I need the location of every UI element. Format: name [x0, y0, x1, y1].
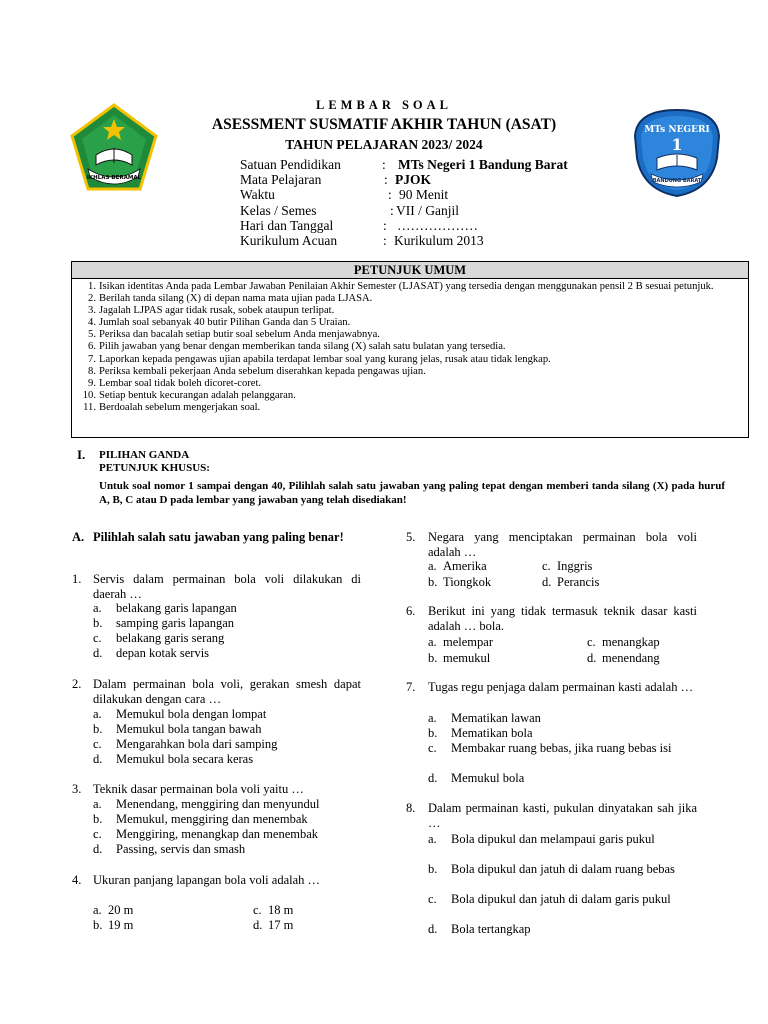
option-letter: a.	[428, 635, 437, 649]
general-instructions-list	[72, 279, 748, 414]
option-letter: c.	[587, 635, 596, 649]
part-instruction: Pilihlah salah satu jawaban yang paling benar!	[93, 530, 344, 544]
question-number: 6.	[406, 604, 416, 618]
question-number: 3.	[72, 782, 82, 796]
list-item: 3. Jagalah LJPAS agar tidak rusak, sobek ataupun terlipat.	[88, 305, 335, 317]
option-text: Memukul bola	[451, 771, 525, 785]
option-letter: c.	[428, 892, 437, 906]
option-letter: c.	[93, 631, 102, 645]
list-item: 7. Laporkan kepada pengawas ujian apabila terdapat lembar soal yang kurang jelas, rusak atau tidak lengkap.	[88, 353, 551, 365]
option-letter: a.	[428, 559, 437, 573]
option-text: Inggris	[557, 559, 593, 573]
info-label: Satuan Pendidikan	[240, 157, 341, 172]
info-label: Waktu	[240, 187, 275, 203]
info-value: ………………	[397, 217, 478, 233]
option-letter: c.	[253, 903, 262, 917]
info-sep: :	[383, 232, 387, 248]
info-value: VII / Ganjil	[396, 202, 459, 218]
list-item: 9. Lembar soal tidak boleh dicoret-coret.	[88, 377, 262, 389]
question-number: 5.	[406, 530, 416, 544]
option-text: Memukul bola secara keras	[116, 752, 254, 766]
option-letter: b.	[93, 722, 103, 736]
question-number: 4.	[72, 873, 82, 887]
info-value: PJOK	[395, 172, 431, 188]
list-item: 4. Jumlah soal sebanyak 40 butir Pilihan Ganda dan 5 Uraian.	[88, 317, 351, 329]
question-text: Ukuran panjang lapangan bola voli adalah …	[93, 873, 321, 887]
option-text: Amerika	[443, 559, 487, 573]
option-text: belakang garis serang	[116, 631, 225, 645]
option-letter: d.	[587, 651, 597, 665]
option-letter: b.	[428, 862, 438, 876]
list-item: 8. Periksa kembali pekerjaan Anda sebelum diserahkan kepada pengawas ujian.	[88, 365, 426, 377]
question-text: Servis dalam permainan bola voli dilakukan di daerah …	[93, 572, 361, 601]
option-text: Bola tertangkap	[451, 922, 531, 936]
option-text: samping garis lapangan	[116, 616, 235, 630]
list-item: 1. Isikan identitas Anda pada Lembar Jawaban Penilaian Akhir Semester (LJASAT) yang tersedia dengan menggunakan pensil 2 B sesuai petunjuk.	[88, 281, 714, 292]
option-letter: b.	[93, 918, 103, 932]
question-text: Dalam permainan kasti, pukulan dinyatakan sah jika …	[428, 801, 697, 830]
option-text: 17 m	[268, 918, 294, 932]
academic-year: TAHUN PELAJARAN 2023/ 2024	[285, 137, 483, 152]
right-logo-text-top: MTs NEGERI	[644, 125, 710, 135]
left-logo-text: IKHLAS BERAMAL	[86, 175, 142, 181]
option-text: memukul	[443, 651, 491, 665]
option-text: menendang	[602, 651, 660, 665]
option-letter: b.	[428, 575, 438, 589]
info-sep: :	[383, 217, 387, 233]
info-value: MTs Negeri 1 Bandung Barat	[398, 157, 568, 172]
option-text: Bola dipukul dan melampaui garis pukul	[451, 832, 655, 846]
general-instructions-box	[71, 261, 749, 438]
general-instructions-title: PETUNJUK UMUM	[72, 262, 748, 279]
option-letter: b.	[93, 616, 103, 630]
question-number: 8.	[406, 801, 416, 815]
option-text: menangkap	[602, 635, 660, 649]
option-text: Mematikan bola	[451, 726, 533, 740]
section-subtitle: PETUNJUK KHUSUS:	[99, 462, 210, 474]
info-label: Kurikulum Acuan	[240, 232, 338, 248]
right-logo-number: 1	[671, 135, 683, 154]
section-title: PILIHAN GANDA	[99, 449, 190, 461]
option-text: Membakar ruang bebas, jika ruang bebas isi	[451, 741, 672, 755]
info-value: Kurikulum 2013	[394, 232, 484, 248]
question-text: Teknik dasar permainan bola voli yaitu …	[93, 782, 304, 796]
option-letter: c.	[93, 737, 102, 751]
option-text: Bola dipukul dan jatuh di dalam ruang bebas	[451, 862, 675, 876]
option-letter: d.	[93, 646, 103, 660]
question-number: 7.	[406, 680, 416, 694]
option-letter: d.	[93, 752, 103, 766]
option-text: melempar	[443, 635, 493, 649]
list-item: 6. Pilih jawaban yang benar dengan memberikan tanda silang (X) salah satu bulatan yang tersedia.	[88, 341, 506, 353]
question-text: Negara yang menciptakan permainan bola voli adalah …	[428, 530, 697, 559]
list-item: 5. Periksa dan bacalah setiap butir soal sebelum Anda menjawabnya.	[88, 329, 380, 341]
option-text: Mematikan lawan	[451, 711, 541, 725]
option-letter: a.	[93, 707, 102, 721]
info-sep: :	[384, 172, 388, 188]
part-letter: A.	[72, 530, 85, 544]
option-letter: d.	[542, 575, 552, 589]
option-text: 18 m	[268, 903, 294, 917]
option-text: Memukul bola dengan lompat	[116, 707, 267, 721]
info-value: 90 Menit	[399, 187, 449, 203]
option-text: belakang garis lapangan	[116, 601, 237, 615]
section-instruction: Untuk soal nomor 1 sampai dengan 40, Pilihlah salah satu jawaban yang paling tepat dengan memberi tanda silang (X) pada huruf A, B, C atau D pada lembar yang jawaban yang telah disediakan!	[99, 480, 725, 506]
info-label: Kelas / Semes	[240, 202, 317, 218]
option-letter: b.	[428, 726, 438, 740]
option-text: Tiongkok	[443, 575, 492, 589]
option-letter: c.	[542, 559, 551, 573]
question-text: Dalam permainan bola voli, gerakan smesh dapat dilakukan dengan cara …	[93, 677, 361, 706]
option-letter: a.	[428, 711, 437, 725]
question-text: Berikut ini yang tidak termasuk teknik dasar kasti adalah … bola.	[428, 604, 697, 633]
option-letter: c.	[93, 827, 102, 841]
list-item: 10. Setiap bentuk kecurangan adalah pelanggaran.	[82, 389, 296, 401]
doc-type: LEMBAR SOAL	[315, 98, 453, 112]
info-label: Mata Pelajaran	[240, 172, 322, 188]
info-sep: :	[388, 187, 392, 203]
option-letter: d.	[428, 922, 438, 936]
option-letter: a.	[93, 903, 102, 917]
option-text: Passing, servis dan smash	[116, 842, 246, 856]
option-text: Bola dipukul dan jatuh di dalam garis pukul	[451, 892, 671, 906]
option-letter: d.	[93, 842, 103, 856]
list-item: 2. Berilah tanda silang (X) di depan nama mata ujian pada LJASA.	[88, 293, 373, 305]
option-letter: a.	[93, 601, 102, 615]
option-text: Menggiring, menangkap dan menembak	[116, 827, 319, 841]
option-letter: b.	[428, 651, 438, 665]
info-sep: :	[382, 157, 386, 172]
option-letter: b.	[93, 812, 103, 826]
option-text: 19 m	[108, 918, 134, 932]
option-text: 20 m	[108, 903, 134, 917]
option-text: Memukul bola tangan bawah	[116, 722, 262, 736]
option-letter: a.	[93, 797, 102, 811]
question-number: 2.	[72, 677, 82, 691]
option-text: Memukul, menggiring dan menembak	[116, 812, 308, 826]
assessment-title: ASESSMENT SUSMATIF AKHIR TAHUN (ASAT)	[211, 116, 557, 133]
section-numeral: I.	[77, 447, 86, 462]
option-text: Perancis	[557, 575, 600, 589]
list-item: 11. Berdoalah sebelum mengerjakan soal.	[83, 401, 261, 413]
option-text: Menendang, menggiring dan menyundul	[116, 797, 320, 811]
option-letter: a.	[428, 832, 437, 846]
info-sep: :	[390, 202, 394, 218]
option-letter: c.	[428, 741, 437, 755]
option-text: depan kotak servis	[116, 646, 210, 660]
option-text: Mengarahkan bola dari samping	[116, 737, 278, 751]
question-number: 1.	[72, 572, 82, 586]
info-label: Hari dan Tanggal	[240, 217, 334, 233]
option-letter: d.	[253, 918, 263, 932]
option-letter: d.	[428, 771, 438, 785]
question-text: Tugas regu penjaga dalam permainan kasti adalah …	[428, 680, 694, 694]
right-logo-text-bottom: BANDUNG BARAT	[652, 178, 702, 184]
